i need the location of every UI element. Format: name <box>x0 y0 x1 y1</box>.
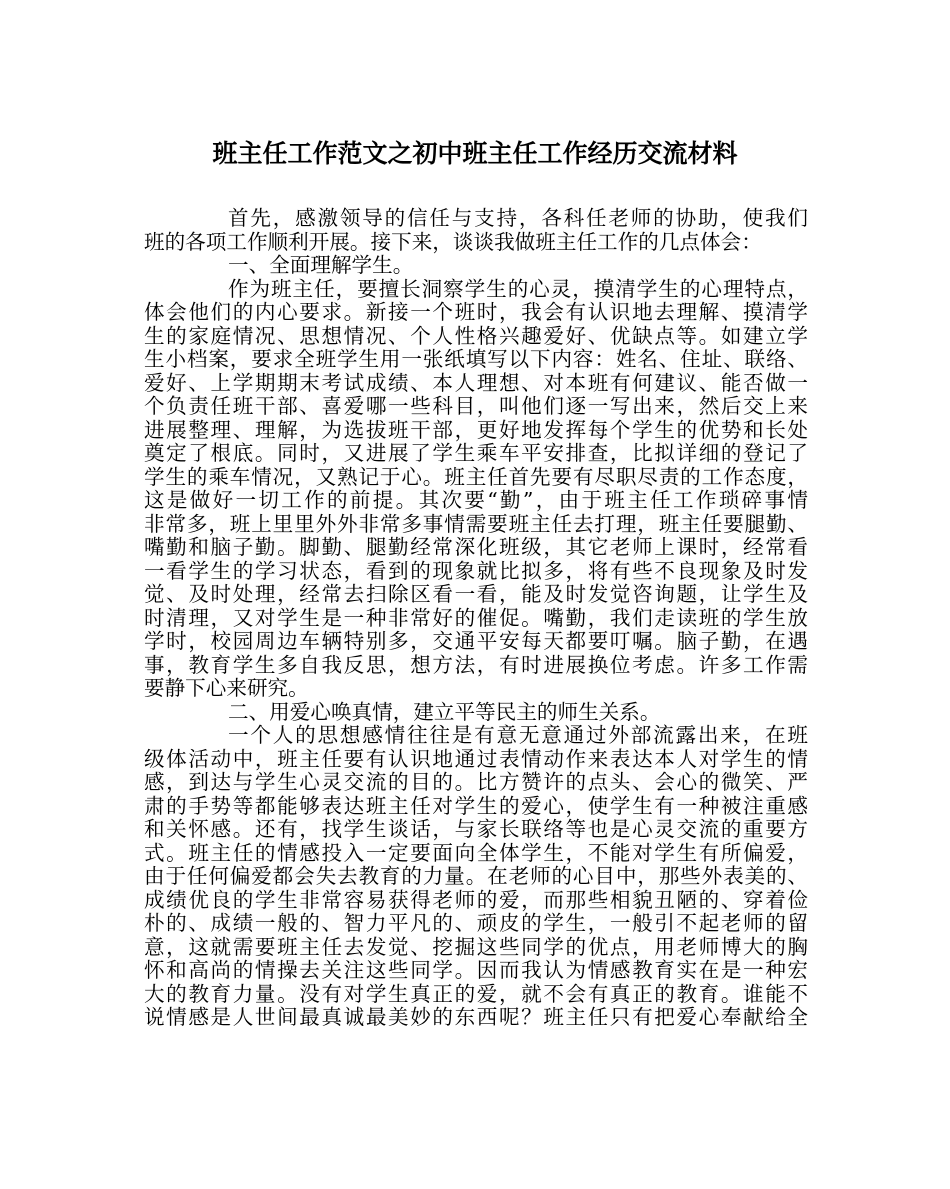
body-text-line: 二、用爱心唤真情，建立平等民主的师生关系。 <box>228 699 661 724</box>
body-text-line: 这是做好一切工作的前提。其次要“勤”，由于班主任工作琐碎事情 <box>144 488 808 512</box>
body-text-line: 体会他们的内心要求。新接一个班时，我会有认识地去理解、摸清学 <box>144 300 808 324</box>
body-text-line: 事，教育学生多自我反思，想方法，有时进展换位考虑。许多工作需 <box>144 652 808 677</box>
body-text-line: 和关怀感。还有，找学生谈话，与家长联络等也是心灵交流的重要方 <box>144 817 808 841</box>
body-text-line: 生小档案，要求全班学生用一张纸填写以下内容：姓名、住址、联络、 <box>144 347 808 371</box>
body-text-line: 一、全面理解学生。 <box>228 253 414 277</box>
body-text-line: 意，这就需要班主任去发觉、挖掘这些同学的优点，用老师博大的胸 <box>144 934 808 959</box>
body-text-line: 一个人的思想感情往往是有意无意通过外部流露出来，在班 <box>228 723 808 747</box>
body-text-line: 肃的手势等都能够表达班主任对学生的爱心，使学生有一种被注重感 <box>144 793 808 818</box>
body-text-line: 首先，感激领导的信任与支持，各科任老师的协助，使我们 <box>228 206 808 230</box>
body-text-line: 学生的乘车情况，又熟记于心。班主任首先要有尽职尽责的工作态度， <box>144 464 808 489</box>
body-text-line: 要静下心来研究。 <box>144 676 309 700</box>
body-text-line: 说情感是人世间最真诚最美妙的东西呢？班主任只有把爱心奉献给全 <box>144 1005 808 1029</box>
body-text-line: 一看学生的学习状态，看到的现象就比拟多，将有些不良现象及时发 <box>144 558 808 583</box>
body-text-line: 奠定了根底。同时，又进展了学生乘车平安排查，比拟详细的登记了 <box>144 441 808 465</box>
document-title: 班主任工作范文之初中班主任工作经历交流材料 <box>212 139 738 168</box>
body-text-line: 由于任何偏爱都会失去教育的力量。在老师的心目中，那些外表美的、 <box>144 864 808 888</box>
body-text-line: 级体活动中，班主任要有认识地通过表情动作来表达本人对学生的情 <box>144 746 808 771</box>
body-text-line: 生的家庭情况、思想情况、个人性格兴趣爱好、优缺点等。如建立学 <box>144 323 808 348</box>
body-text-line: 爱好、上学期期末考试成绩、本人理想、对本班有何建议、能否做一 <box>144 370 808 395</box>
body-text-line: 学时，校园周边车辆特别多，交通平安每天都要叮嘱。脑子勤，在遇 <box>144 629 808 653</box>
body-text-line: 非常多，班上里里外外非常多事情需要班主任去打理，班主任要腿勤、 <box>144 511 808 536</box>
body-text-line: 嘴勤和脑子勤。脚勤、腿勤经常深化班级，其它老师上课时，经常看 <box>144 535 808 559</box>
body-text-line: 式。班主任的情感投入一定要面向全体学生，不能对学生有所偏爱， <box>144 840 808 865</box>
body-text-line: 成绩优良的学生非常容易获得老师的爱，而那些相貌丑陋的、穿着俭 <box>144 887 808 912</box>
body-text-line: 觉、及时处理，经常去扫除区看一看，能及时发觉咨询题，让学生及 <box>144 582 808 606</box>
body-text-line: 个负责任班干部、喜爱哪一些科目，叫他们逐一写出来，然后交上来 <box>144 394 808 418</box>
body-text-line: 进展整理、理解，为选拔班干部，更好地发挥每个学生的优势和长处 <box>144 417 808 442</box>
body-text-line: 作为班主任，要擅长洞察学生的心灵，摸清学生的心理特点， <box>228 276 808 301</box>
document-body <box>144 207 808 1030</box>
body-text-line: 怀和高尚的情操去关注这些同学。因而我认为情感教育实在是一种宏 <box>144 958 808 982</box>
body-text-line: 朴的、成绩一般的、智力平凡的、顽皮的学生，一般引不起老师的留 <box>144 911 808 935</box>
body-text-line: 时清理，又对学生是一种非常好的催促。嘴勤，我们走读班的学生放 <box>144 605 808 630</box>
body-text-line: 感，到达与学生心灵交流的目的。比方赞许的点头、会心的微笑、严 <box>144 770 808 794</box>
body-text-line: 班的各项工作顺利开展。接下来，谈谈我做班主任工作的几点体会： <box>144 229 762 254</box>
body-text-line: 大的教育力量。没有对学生真正的爱，就不会有真正的教育。谁能不 <box>144 981 808 1006</box>
